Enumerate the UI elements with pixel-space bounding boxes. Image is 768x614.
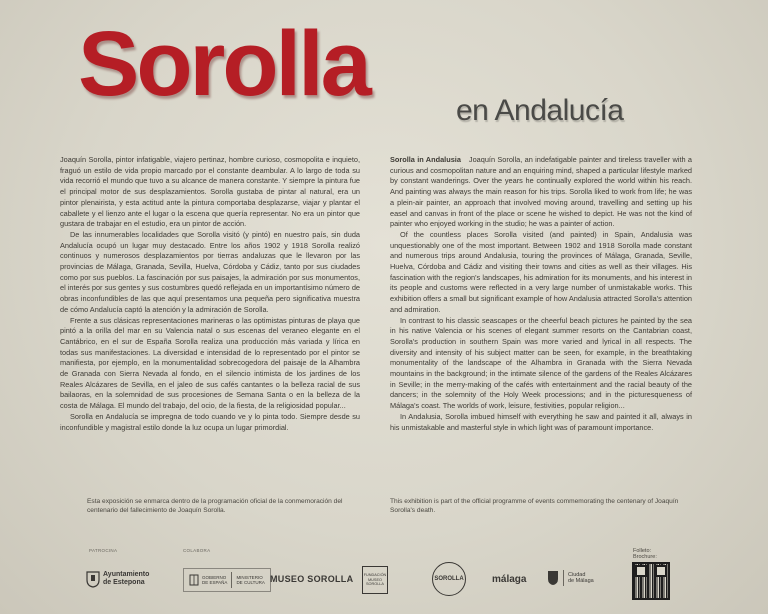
gobierno-line2: DE ESPAÑA <box>202 580 228 585</box>
english-paragraph <box>390 155 692 230</box>
spanish-footnote: Esta exposición se enmarca dentro de la programación oficial de la conmemoración del centenario del fallecimiento de Joaquín Sorolla. <box>87 498 343 514</box>
logo-divider <box>231 572 232 588</box>
english-paragraph-text: Joaquín Sorolla, an indefatigable painter and tireless traveller with a curious and cosmopolitan nature and an enquiring mind, shaped a particular lifestyle marked by constant wanderings. Over the years he continually explored the world within his reach. And painting was always the main reason for his trips. Sorolla liked to work from life; he was a plein-air painter, an approach that involved moving around, travelling and setting up his easel and canvas in front of the place or scene he wished to depict. He was not the kind of painter who enjoyed working in the studio; he was a painter of action. <box>390 155 693 229</box>
folleto-line2: Brochure: <box>633 554 657 560</box>
spanish-paragraph: Joaquín Sorolla, pintor infatigable, viajero pertinaz, hombre curioso, cosmopolita e inquieto, fraguó un estilo de vida propio marcado por el constante deambular. A lo largo de toda su vida recorrió el mundo que tuvo a su alcance de manera constante. Y siempre la pintura fue el principal motor de sus desplazamientos. Sorolla gustaba de pintar al natural, era un pintor plenairista, y esta actitud ante la pintura comportaba desplazarse, viajar y plantar el caballete y el lienzo ante el lugar o la escena que quería representar. No era un pintor que gustara de trabajar en el estudio, era un pintor de acción. <box>60 155 360 229</box>
brochure-label <box>633 548 657 560</box>
crest-icon <box>547 570 559 586</box>
qr-code-icon[interactable] <box>632 562 670 600</box>
ciudad-de-malaga-logo <box>547 570 594 586</box>
english-lead-heading: Sorolla in Andalusia <box>390 155 461 164</box>
estepona-logo <box>86 570 149 588</box>
fundacion-line1: FUNDACIÓN <box>363 573 387 578</box>
spanish-paragraph: Frente a sus clásicas representaciones marineras o las optimistas pinturas de playa que pintó a la orilla del mar en su Valencia natal o sus escenas del veraneo elegante en el Cantábrico, en el sur de España Sorolla realiza una producción más variada y lírica en todas sus manifestaciones. La diversidad e intensidad de lo representado por el pintor se manifiesta, por ejemplo, en la monumentalidad sobrecogedora del paisaje de la Alhambra de Granada con Sierra Nevada al fondo, en el silencio intimista de los jardines de los Reales Alcázares de Sevilla, en el jaleo de sus cafés cantantes o la belleza racial de sus bailaoras, en la solemnidad de sus procesiones de Semana Santa o en la belleza de la costa de Málaga. El mundo del trabajo, del ocio, de la fiesta, de la religiosidad popular... <box>60 315 360 411</box>
english-paragraph: In Andalusia, Sorolla imbued himself with everything he saw and painted it all, always in his unmistakable and masterful style in which light was of paramount importance. <box>390 411 692 432</box>
colabora-caption: COLABORA <box>183 548 211 553</box>
logo-divider <box>563 570 564 586</box>
coat-of-arms-icon <box>189 573 199 587</box>
english-text-column <box>390 155 692 433</box>
shield-icon <box>86 570 100 588</box>
english-footnote: This exhibition is part of the official programme of events commemorating the centenary of Joaquín Sorolla's death. <box>390 498 679 514</box>
fundacion-line2: MUSEO <box>368 577 382 582</box>
spanish-paragraph: De las innumerables localidades que Sorolla visitó (y pintó) en nuestro país, sin duda Andalucía ocupó un lugar muy destacado. Entre los años 1902 y 1918 Sorolla realizó continuos y numerosos desplazamientos por tierras andaluzas que le llevaron por las provincias de Málaga, Granada, Sevilla, Huelva, Córdoba y Cádiz, tanto por sus ciudades como por sus pueblos. La fascinación por sus paisajes, la admiración por sus monumentos, el interés por sus gentes y sus costumbres quedó reflejada en un importantísimo número de obras inconfundibles de las que aquí presentamos una pequeña pero significativa muestra de cómo Andalucía captó la atención y la admiración de Sorolla. <box>60 229 360 314</box>
spanish-paragraph: Sorolla en Andalucía se impregna de todo cuando ve y lo pinta todo. Siempre desde su inconfundible y magistral estilo donde la luz ocupa un lugar primordial. <box>60 411 360 432</box>
exhibition-title: Sorolla <box>78 13 369 115</box>
folleto-line1: Folleto: <box>633 548 652 554</box>
centenario-sorolla-logo <box>432 562 466 596</box>
patrocina-caption: PATROCINA <box>89 548 118 553</box>
english-paragraph: Of the countless places Sorolla visited (and painted) in Spain, Andalusia was unquestionably one of the most important. Between 1902 and 1918 Sorolla made constant and numerous trips around Andalusia, touring the provinces of Málaga, Granada, Seville, Huelva, Córdoba and Cádiz and visiting their towns and cities as well as their villages. His fascination with the region's landscapes, his admiration for its monuments, and his interest in its people and customs were reflected in a very large number of unmistakable works. This exhibition offers a small but significant example of how Andalusia attracted Sorolla's attention and admiration. <box>390 229 692 314</box>
ciudad-line1: Ciudad <box>568 571 586 578</box>
gobierno-line1: GOBIERNO <box>202 575 227 580</box>
spanish-text-column <box>60 155 360 433</box>
fundacion-museo-sorolla-logo <box>362 566 388 594</box>
malaga-logo: málaga <box>492 574 527 585</box>
museo-sorolla-logo: MUSEO SOROLLA <box>270 574 354 584</box>
centenario-text: SOROLLA <box>434 576 464 582</box>
ministerio-line1: MINISTERIO <box>236 575 263 580</box>
fundacion-line3: SOROLLA <box>366 582 384 587</box>
ciudad-line2: de Málaga <box>568 578 594 584</box>
ministerio-line2: DE CULTURA <box>236 580 265 585</box>
estepona-line2: de Estepona <box>103 579 145 586</box>
english-paragraph: In contrast to his classic seascapes or the cheerful beach pictures he painted by the sea in his native Valencia or his scenes of elegant summer resorts on the Cantabrian coast, Sorolla's production in southern Spain was more varied and lyrical in all respects. The diversity and intensity of his subject matter can be seen, for example, in the breathtaking monumentality of the landscape of the Alhambra in Granada with the Sierra Nevada mountains in the background; in the intimate silence of the gardens of the Reales Alcázares in Seville; in the merry-making of the cafés with entertainment and the racial beauty of the dancers; in the solemnity of the Holy Week processions; and in the picturesqueness of Málaga's coast. The worlds of work, leisure, festivities, popular religion... <box>390 315 692 411</box>
estepona-line1: Ayuntamiento <box>103 571 150 578</box>
exhibition-subtitle: en Andalucía <box>456 94 624 127</box>
gobierno-logo <box>183 568 271 592</box>
